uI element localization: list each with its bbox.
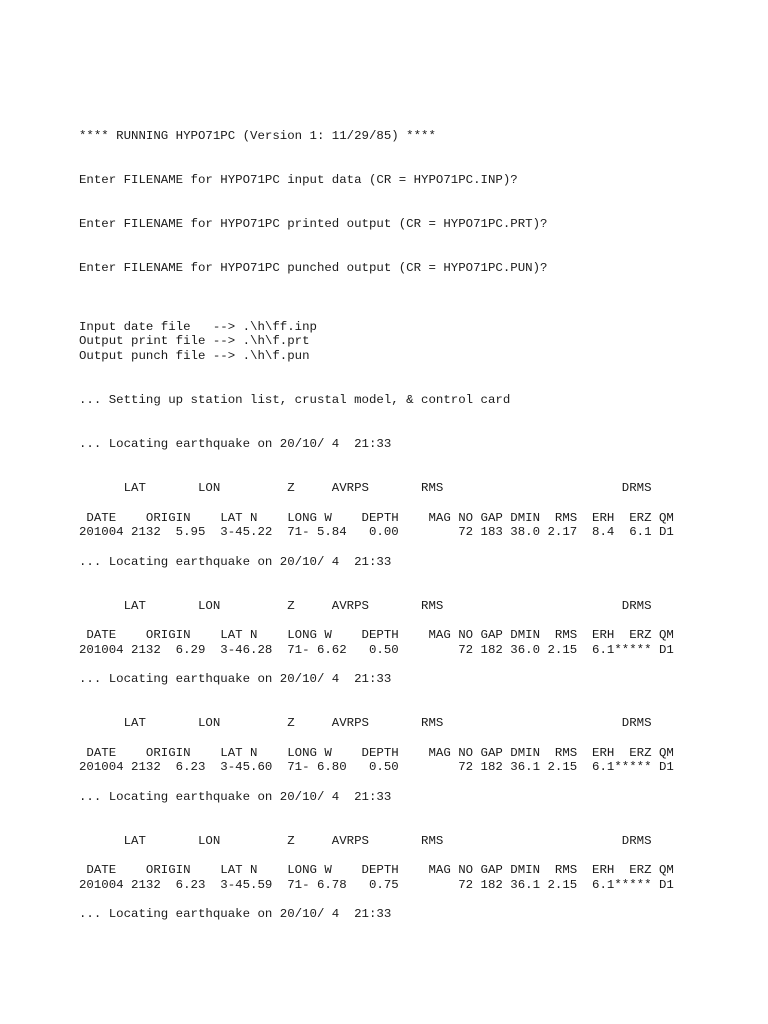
console-line: DATE ORIGIN LAT N LONG W DEPTH MAG NO GAP DMIN RMS ERH ERZ QM (79, 745, 674, 760)
console-line: 201004 2132 6.23 3-45.59 71- 6.78 0.75 72 182 36.1 2.15 6.1***** D1 (79, 877, 674, 892)
console-line: ... Locating earthquake on 20/10/ 4 21:33 (79, 672, 392, 687)
console-line (79, 657, 759, 672)
console-line (79, 408, 759, 423)
console-line (79, 892, 759, 907)
console-line (79, 584, 759, 599)
console-line: Input date file --> .\h\ff.inp (79, 319, 317, 334)
console-line: **** RUNNING HYPO71PC (Version 1: 11/29/85) **** (79, 128, 436, 143)
console-line: 201004 2132 6.29 3-46.28 71- 6.62 0.50 72 182 36.0 2.15 6.1***** D1 (79, 642, 674, 657)
console-line (79, 158, 759, 173)
console-line (79, 114, 759, 129)
console-output (79, 114, 759, 922)
console-line: LAT LON Z AVRPS RMS DRMS (79, 833, 652, 848)
console-line (79, 378, 759, 393)
console-line: LAT LON Z AVRPS RMS DRMS (79, 481, 652, 496)
console-line (79, 731, 759, 746)
console-line (79, 290, 759, 305)
console-line (79, 819, 759, 834)
console-line (79, 452, 759, 467)
console-line: Enter FILENAME for HYPO71PC punched output (CR = HYPO71PC.PUN)? (79, 260, 548, 275)
console-line (79, 702, 759, 717)
console-line: ... Locating earthquake on 20/10/ 4 21:33 (79, 554, 392, 569)
console-line (79, 496, 759, 511)
console-line: ... Locating earthquake on 20/10/ 4 21:33 (79, 789, 392, 804)
console-line: 201004 2132 5.95 3-45.22 71- 5.84 0.00 72 183 38.0 2.17 8.4 6.1 D1 (79, 525, 674, 540)
console-line (79, 540, 759, 555)
console-line (79, 804, 759, 819)
console-line (79, 143, 759, 158)
console-line: Output print file --> .\h\f.prt (79, 334, 310, 349)
console-line: Enter FILENAME for HYPO71PC input data (CR = HYPO71PC.INP)? (79, 172, 518, 187)
console-line (79, 422, 759, 437)
console-line (79, 775, 759, 790)
console-line: ... Locating earthquake on 20/10/ 4 21:33 (79, 437, 392, 452)
console-line (79, 364, 759, 379)
console-line: DATE ORIGIN LAT N LONG W DEPTH MAG NO GAP DMIN RMS ERH ERZ QM (79, 863, 674, 878)
console-line (79, 613, 759, 628)
console-line: ... Setting up station list, crustal model, & control card (79, 393, 511, 408)
console-line (79, 467, 759, 482)
console-line (79, 232, 759, 247)
console-line (79, 246, 759, 261)
console-line (79, 202, 759, 217)
console-line: LAT LON Z AVRPS RMS DRMS (79, 716, 652, 731)
console-line: DATE ORIGIN LAT N LONG W DEPTH MAG NO GAP DMIN RMS ERH ERZ QM (79, 628, 674, 643)
console-line: Enter FILENAME for HYPO71PC printed output (CR = HYPO71PC.PRT)? (79, 216, 548, 231)
console-line: 201004 2132 6.23 3-45.60 71- 6.80 0.50 72 182 36.1 2.15 6.1***** D1 (79, 760, 674, 775)
console-line (79, 569, 759, 584)
console-line: LAT LON Z AVRPS RMS DRMS (79, 598, 652, 613)
console-line: ... Locating earthquake on 20/10/ 4 21:33 (79, 907, 392, 922)
console-line: DATE ORIGIN LAT N LONG W DEPTH MAG NO GAP DMIN RMS ERH ERZ QM (79, 510, 674, 525)
console-line (79, 848, 759, 863)
console-line (79, 276, 759, 291)
console-line: Output punch file --> .\h\f.pun (79, 349, 310, 363)
console-line (79, 305, 759, 320)
console-line (79, 687, 759, 702)
console-line (79, 187, 759, 202)
